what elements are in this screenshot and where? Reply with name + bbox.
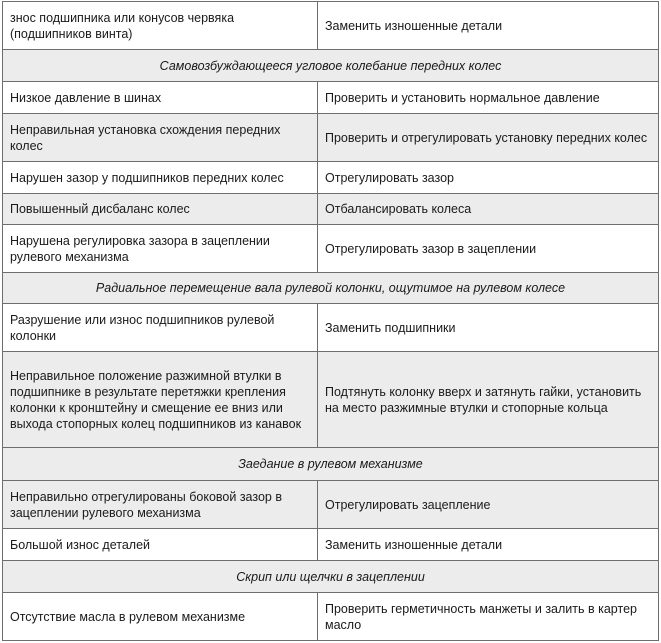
table-row xyxy=(3,82,659,114)
cause-cell: Неправильно отрегулированы боковой зазор в зацеплении рулевого механизма xyxy=(3,481,318,529)
troubleshooting-table xyxy=(2,1,659,641)
cause-cell: Нарушен зазор у подшипников передних колес xyxy=(3,162,318,194)
cause-cell: Низкое давление в шинах xyxy=(3,82,318,114)
remedy-cell: Отрегулировать зацепление xyxy=(318,481,659,529)
cause-cell: Нарушена регулировка зазора в зацеплении рулевого механизма xyxy=(3,225,318,273)
table-row xyxy=(3,2,659,50)
table-row xyxy=(3,162,659,194)
remedy-cell: Отбалансировать колеса xyxy=(318,194,659,225)
remedy-cell: Проверить и установить нормальное давление xyxy=(318,82,659,114)
section-header-row xyxy=(3,50,659,82)
section-header-row xyxy=(3,448,659,481)
table-body xyxy=(3,2,659,641)
cause-cell: Неправильная установка схождения передних колес xyxy=(3,114,318,162)
section-title: Заедание в рулевом механизме xyxy=(3,448,659,481)
cause-cell: Отсутствие масла в рулевом механизме xyxy=(3,593,318,641)
remedy-cell: Заменить изношенные детали xyxy=(318,529,659,561)
cause-cell: Неправильное положение разжимной втулки в подшипнике в результате перетяжки крепления колонки к кронштейну и смещение ее вниз или выхода стопорных колец подшипников из канавок xyxy=(3,352,318,448)
remedy-cell: Проверить герметичность манжеты и залить в картер масло xyxy=(318,593,659,641)
section-header-row xyxy=(3,273,659,304)
cause-cell: Большой износ деталей xyxy=(3,529,318,561)
remedy-cell: Отрегулировать зазор xyxy=(318,162,659,194)
section-title: Скрип или щелчки в зацеплении xyxy=(3,561,659,593)
section-header-row xyxy=(3,561,659,593)
remedy-cell: Заменить изношенные детали xyxy=(318,2,659,50)
table-row xyxy=(3,114,659,162)
table-row xyxy=(3,481,659,529)
remedy-cell: Отрегулировать зазор в зацеплении xyxy=(318,225,659,273)
table-row xyxy=(3,593,659,641)
table-row xyxy=(3,304,659,352)
remedy-cell: Проверить и отрегулировать установку передних колес xyxy=(318,114,659,162)
table-row xyxy=(3,194,659,225)
remedy-cell: Заменить подшипники xyxy=(318,304,659,352)
cause-cell: знос подшипника или конусов червяка (подшипников винта) xyxy=(3,2,318,50)
section-title: Самовозбуждающееся угловое колебание передних колес xyxy=(3,50,659,82)
remedy-cell: Подтянуть колонку вверх и затянуть гайки, установить на место разжимные втулки и стопорные кольца xyxy=(318,352,659,448)
table-row xyxy=(3,529,659,561)
cause-cell: Повышенный дисбаланс колес xyxy=(3,194,318,225)
cause-cell: Разрушение или износ подшипников рулевой колонки xyxy=(3,304,318,352)
table-row xyxy=(3,225,659,273)
section-title: Радиальное перемещение вала рулевой колонки, ощутимое на рулевом колесе xyxy=(3,273,659,304)
table-row xyxy=(3,352,659,448)
